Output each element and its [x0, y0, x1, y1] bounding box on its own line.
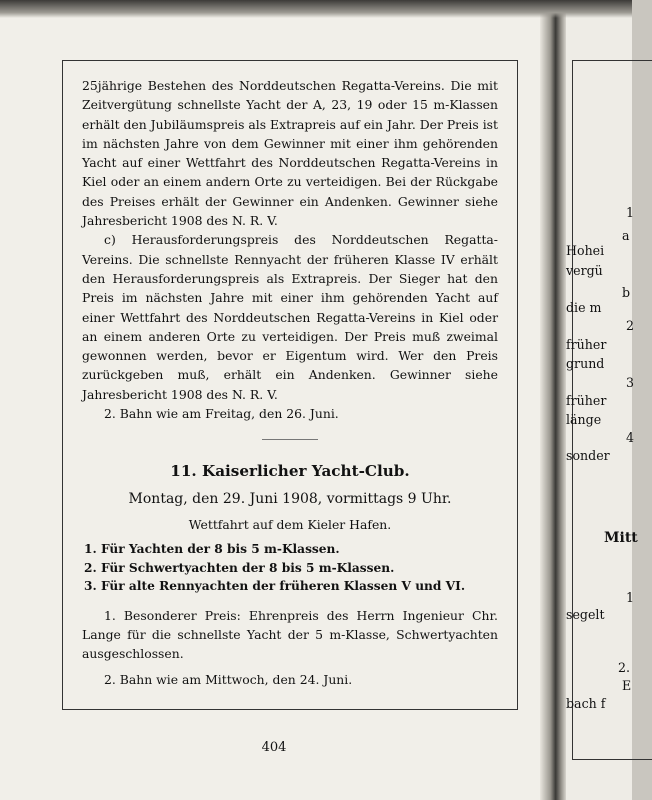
right-fragment: grund [566, 356, 605, 371]
class-item: 1. Für Yachten der 8 bis 5 m-Klassen. [84, 542, 340, 557]
regatta-location: Wettfahrt auf dem Kieler Hafen. [188, 516, 392, 532]
page-number: 404 [261, 740, 287, 755]
race-date: Montag, den 29. Juni 1908, vormittags 9 Uhr. [128, 490, 452, 507]
paragraph: 2. Bahn wie am Freitag, den 26. Juni. [104, 406, 339, 422]
right-fragment: E [622, 678, 632, 693]
paragraph: 25jährige Bestehen des Norddeutschen Regatta-Vereins. Die mit Zeitvergütung schnellste Yacht der A, 23, 19 oder 15 m-Klassen erhält den Jubiläumspreis als Extrapreis auf ein Jahr. Der Preis ist im nächsten Jahre von dem Gewinner mit einer ihm gehörenden Yacht auf einer Wettfahrt des Norddeutschen Regatta-Vereins in Kiel oder an einem andern Orte zu verteidigen. Bei der Rückgabe des Preises erhält der Gewinner ein Andenken. Gewinner siehe Jahresbericht 1908 des N. R. V. [82, 78, 498, 229]
class-list [82, 540, 498, 596]
right-fragment: 3 [626, 375, 635, 390]
right-fragment: bach f [566, 696, 606, 711]
paragraph: c) Herausforderungspreis des Norddeutschen Regatta-Vereins. Die schnellste Rennyacht der früheren Klasse IV erhält den Herausforderungspreis als Extrapreis. Der Sieger hat den Preis im nächsten Jahre mit einer ihm gehörenden Yacht auf einer Wettfahrt des Norddeutschen Regatta-Vereins in Kiel oder an einem anderen Orte zu verteidigen. Der Preis muß zweimal gewonnen werden, bevor er Eigentum wird. Wer den Preis zurückgeben muß, erhält ein Andenken. Gewinner siehe Jahresbericht 1908 des N. R. V. [82, 232, 498, 402]
right-fragment: länge [566, 412, 602, 427]
right-fragment: 2. [618, 660, 631, 675]
paragraph: 1. Besonderer Preis: Ehrenpreis des Herrn Ingenieur Chr. Lange für die schnellste Yacht der 5 m-Klasse, Schwertyachten ausgeschlossen. [82, 607, 498, 662]
right-page [566, 0, 638, 800]
right-fragment: 4 [626, 430, 635, 445]
class-item: 3. Für alte Rennyachten der früheren Klassen V und VI. [84, 579, 466, 594]
right-fragment: sonder [566, 448, 610, 463]
right-fragment: vergü [566, 263, 603, 278]
right-fragment: 1 [626, 590, 635, 605]
club-heading: 11. Kaiserlicher Yacht-Club. [170, 462, 410, 481]
right-fragment: Mitt [604, 530, 638, 546]
right-fragment: 1 [626, 205, 635, 220]
right-fragment: früher [566, 337, 607, 352]
right-fragment: Hohei [566, 243, 605, 258]
right-page-frame [572, 60, 652, 760]
right-fragment: a [622, 228, 630, 243]
right-fragment: segelt [566, 607, 605, 622]
book-gutter [540, 0, 566, 800]
section-divider [262, 439, 318, 440]
right-fragment: früher [566, 393, 607, 408]
right-fragment: die m [566, 300, 602, 315]
class-item: 2. Für Schwertyachten der 8 bis 5 m-Klassen. [84, 560, 395, 575]
page-content [82, 76, 498, 689]
right-fragment: 2 [626, 318, 635, 333]
right-fragment: b [622, 285, 631, 300]
scan-shadow [0, 0, 632, 18]
paragraph: 2. Bahn wie am Mittwoch, den 24. Juni. [104, 671, 353, 687]
